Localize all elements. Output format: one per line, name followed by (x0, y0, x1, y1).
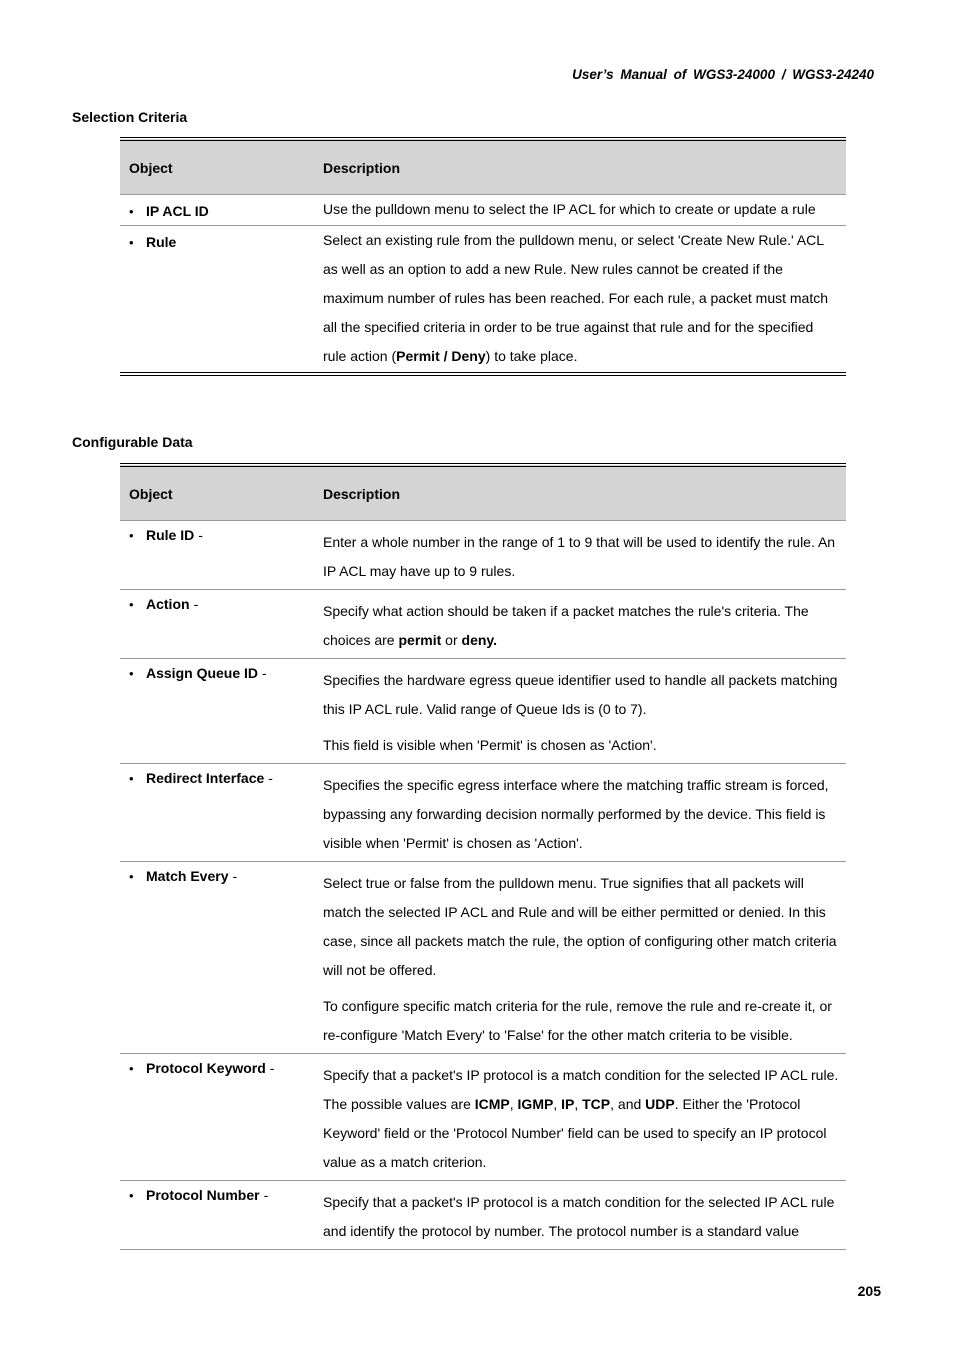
description-cell (313, 764, 846, 862)
description-cell (313, 659, 846, 764)
object-dash: - (193, 596, 199, 612)
object-column-header: Object (120, 465, 313, 521)
bullet-icon: • (129, 771, 134, 786)
configurable-data-rows (120, 521, 846, 1250)
description-text: Select true or false from the pulldown menu. True signifies that all packets will match the selected IP ACL and Rule and will be either permitted or denied. In this case, since all packets match the rule, the option of configuring other match criteria will not be offered. (323, 875, 837, 978)
description-text: ) to take place. (485, 348, 578, 364)
table-row (120, 764, 846, 862)
selection-criteria-title: Selection Criteria (72, 109, 188, 125)
bold-term: ICMP (474, 1096, 510, 1112)
description-text: or (441, 632, 462, 648)
object-label: Protocol Number (146, 1187, 260, 1203)
bullet-icon: • (129, 1061, 134, 1076)
object-column-header: Object (120, 139, 313, 195)
bold-term: IGMP (517, 1096, 554, 1112)
description-cell (313, 195, 846, 226)
manual-header: User’s Manual of WGS3-24000 / WGS3-24240 (572, 67, 874, 82)
description-text: Specify that a packet's IP protocol is a match condition for the selected IP ACL rule. The possible values are (323, 1067, 839, 1112)
table-row (120, 1054, 846, 1181)
description-paragraph (323, 1061, 840, 1177)
object-label: Match Every (146, 868, 229, 884)
bullet-icon: • (129, 235, 134, 250)
description-text: , (509, 1096, 518, 1112)
object-dash: - (262, 665, 267, 681)
table-row (120, 226, 846, 375)
object-label: Action (146, 596, 190, 612)
description-text: Specify that a packet's IP protocol is a match condition for the selected IP ACL rule and identify the protocol by number. The protocol number is a standard value (323, 1194, 835, 1239)
description-paragraph (323, 992, 840, 1050)
description-cell (313, 590, 846, 659)
object-cell (120, 521, 313, 590)
bold-term: TCP (582, 1096, 611, 1112)
bullet-icon: • (129, 204, 134, 219)
table-header-row (120, 139, 846, 195)
object-label: Rule (146, 234, 177, 250)
description-paragraph (323, 226, 840, 371)
page-number: 205 (857, 1283, 881, 1299)
object-cell (120, 590, 313, 659)
description-column-header: Description (313, 139, 846, 195)
table-row (120, 521, 846, 590)
description-text: To configure specific match criteria for the rule, remove the rule and re-create it, or re-configure 'Match Every' to 'False' for the other match criteria to be visible. (323, 998, 832, 1043)
bullet-icon: • (129, 869, 134, 884)
description-text: Specify what action should be taken if a packet matches the rule's criteria. The choices are (323, 603, 809, 648)
description-paragraph (323, 666, 840, 724)
description-text: Specifies the hardware egress queue identifier used to handle all packets matching this IP ACL rule. Valid range of Queue Ids is (0 to 7). (323, 672, 838, 717)
bullet-icon: • (129, 666, 134, 681)
object-dash: - (232, 868, 238, 884)
bold-term: UDP (645, 1096, 675, 1112)
object-dash: - (268, 770, 273, 786)
object-dash: - (269, 1060, 275, 1076)
description-cell (313, 521, 846, 590)
table-row (120, 195, 846, 226)
description-paragraph (323, 869, 840, 985)
bullet-icon: • (129, 528, 134, 543)
description-text: , (574, 1096, 583, 1112)
description-column-header: Description (313, 465, 846, 521)
object-label: Assign Queue ID (146, 665, 259, 681)
description-text: , and (610, 1096, 646, 1112)
object-label: Rule ID (146, 527, 195, 543)
object-label: IP ACL ID (146, 203, 209, 219)
description-text: Specifies the specific egress interface where the matching traffic stream is forced, bypassing any forwarding decision normally performed by the device. This field is visible when 'Permit' is chosen as 'Action'. (323, 777, 829, 851)
object-cell (120, 1054, 313, 1181)
description-paragraph (323, 597, 840, 655)
configurable-data-table (120, 463, 846, 1250)
object-cell (120, 764, 313, 862)
table-row (120, 862, 846, 1054)
description-cell (313, 226, 846, 375)
object-cell (120, 659, 313, 764)
object-label: Redirect Interface (146, 770, 265, 786)
table-row (120, 1181, 846, 1250)
object-dash: - (198, 527, 203, 543)
table-row (120, 590, 846, 659)
selection-criteria-rows (120, 195, 846, 375)
description-cell (313, 862, 846, 1054)
description-text: Use the pulldown menu to select the IP ACL for which to create or update a rule (323, 201, 816, 217)
description-paragraph (323, 771, 840, 858)
object-cell (120, 226, 313, 375)
bullet-icon: • (129, 1188, 134, 1203)
description-paragraph (323, 731, 840, 760)
description-text: This field is visible when 'Permit' is chosen as 'Action'. (323, 737, 657, 753)
description-paragraph (323, 195, 840, 224)
object-cell (120, 195, 313, 226)
object-label: Protocol Keyword (146, 1060, 266, 1076)
bullet-icon: • (129, 597, 134, 612)
object-cell (120, 1181, 313, 1250)
description-cell (313, 1054, 846, 1181)
bold-term: IP (561, 1096, 575, 1112)
description-paragraph (323, 1188, 840, 1246)
configurable-data-title: Configurable Data (72, 434, 193, 450)
description-text: , (553, 1096, 562, 1112)
bold-term: permit (398, 632, 442, 648)
description-cell (313, 1181, 846, 1250)
description-paragraph (323, 528, 840, 586)
description-text: Enter a whole number in the range of 1 to 9 that will be used to identify the rule. An IP ACL may have up to 9 rules. (323, 534, 836, 579)
table-row (120, 659, 846, 764)
table-header-row (120, 465, 846, 521)
description-text: Select an existing rule from the pulldown menu, or select 'Create New Rule.' ACL as well as an option to add a new Rule. New rules cannot be created if the maximum number of rules has been reached. For each rule, a packet must match all the specified criteria in order to be true against that rule and for the specified rule action ( (323, 232, 829, 364)
bold-term: deny. (461, 632, 498, 648)
bold-term: Permit / Deny (396, 348, 486, 364)
description-text: . Either the 'Protocol Keyword' field or the 'Protocol Number' field can be used to specify an IP protocol value as a match criterion. (323, 1096, 827, 1170)
object-dash: - (263, 1187, 269, 1203)
selection-criteria-table (120, 137, 846, 376)
object-cell (120, 862, 313, 1054)
